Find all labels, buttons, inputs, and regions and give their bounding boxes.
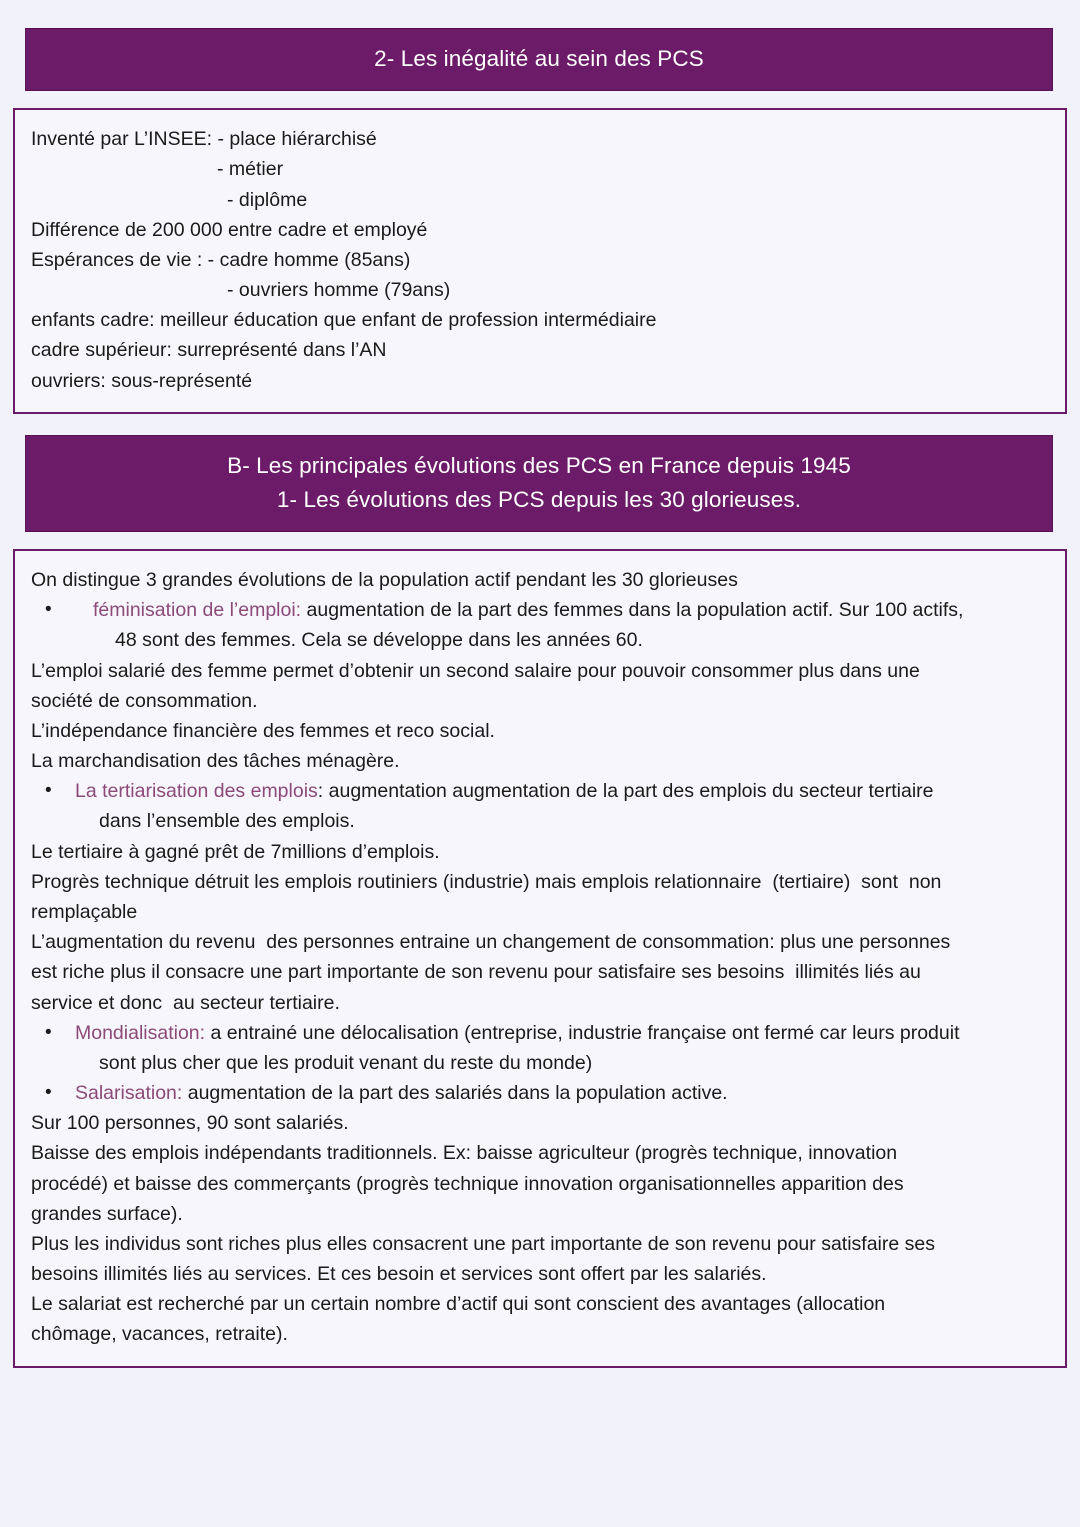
note-line: Baisse des emplois indépendants traditionnels. Ex: baisse agriculteur (progrès technique, innovation: [31, 1142, 898, 1165]
section-banner-2-inegalites: [25, 28, 1053, 91]
banner-line: 2- Les inégalité au sein des PCS: [374, 46, 704, 71]
bullet-marker-icon: •: [45, 1021, 52, 1043]
note-line: enfants cadre: meilleur éducation que enfant de profession intermédiaire: [31, 309, 657, 332]
bullet-marker-icon: •: [45, 780, 52, 802]
bullet-marker-icon: •: [45, 1082, 52, 1104]
list-item-continuation: dans l’ensemble des emplois.: [99, 810, 355, 833]
list-item-rest: augmentation de la part des femmes dans la population actif. Sur 100 actifs,: [301, 599, 964, 622]
note-line: service et donc au secteur tertiaire.: [31, 991, 340, 1014]
list-item-rest: a entrainé une délocalisation (entreprise, industrie française ont fermé car leurs produit: [205, 1021, 960, 1044]
note-line: procédé) et baisse des commerçants (progrès technique innovation organisationnelles apparition des: [31, 1172, 904, 1195]
note-box-evolutions-pcs: [13, 549, 1067, 1367]
list-item-salarisation: [31, 1078, 1049, 1108]
list-item-mondialisation: [31, 1018, 1049, 1078]
list-item-text: [75, 1018, 1049, 1078]
list-item-text: [93, 595, 1049, 655]
note-line: Progrès technique détruit les emplois routiniers (industrie) mais emplois relationnaire (tertiaire) sont non: [31, 870, 942, 893]
note-line: besoins illimités liés au services. Et ces besoin et services sont offert par les salariés.: [31, 1263, 767, 1286]
keyword-term: féminisation de l’emploi:: [93, 599, 302, 622]
note-line: L’emploi salarié des femme permet d’obtenir un second salaire pour pouvoir consommer plus dans une: [31, 659, 920, 682]
list-item-continuation: sont plus cher que les produit venant du reste du monde): [99, 1051, 593, 1074]
bullet-marker-icon: •: [45, 599, 52, 621]
note-line: Le salariat est recherché par un certain nombre d’actif qui sont conscient des avantages (allocation: [31, 1293, 886, 1316]
note-line: La marchandisation des tâches ménagère.: [31, 750, 400, 773]
list-item-text: [75, 776, 1049, 836]
note-line: L’indépendance financière des femmes et reco social.: [31, 719, 495, 742]
keyword-term: La tertiarisation des emplois: [75, 780, 318, 803]
banner-line: 1- Les évolutions des PCS depuis les 30 glorieuses.: [276, 486, 802, 512]
spacer: [0, 532, 1080, 549]
note-line: - ouvriers homme (79ans): [227, 279, 451, 302]
banner-line: B- Les principales évolutions des PCS en France depuis 1945: [227, 452, 851, 478]
list-item-rest: augmentation de la part des salariés dans la population active.: [182, 1082, 728, 1105]
note-line: ouvriers: sous-représenté: [31, 369, 253, 392]
note-line: grandes surface).: [31, 1202, 183, 1225]
note-line: L’augmentation du revenu des personnes entraine un changement de consommation: plus une personnes: [31, 931, 951, 954]
note-box-pcs-inegalites: [13, 108, 1067, 414]
section-banner-b-evolutions: [25, 435, 1053, 532]
note-line: remplaçable: [31, 901, 138, 923]
note-line: Espérances de vie : - cadre homme (85ans): [31, 248, 411, 271]
note-line: - diplôme: [227, 188, 308, 211]
list-item-tertiarisation: [31, 776, 1049, 836]
top-spacer: [0, 0, 1080, 28]
keyword-term: Mondialisation:: [75, 1021, 206, 1044]
note-line: Inventé par L’INSEE: - place hiérarchisé: [31, 128, 377, 151]
note-line: chômage, vacances, retraite).: [31, 1323, 288, 1346]
list-item-rest: : augmentation augmentation de la part des emplois du secteur tertiaire: [317, 780, 934, 803]
keyword-term: Salarisation:: [75, 1082, 183, 1105]
note-line: - métier: [217, 158, 284, 181]
list-item-text: [75, 1078, 1049, 1108]
note-line: est riche plus il consacre une part importante de son revenu pour satisfaire ses besoins illimités liés au: [31, 961, 921, 984]
note-line: Différence de 200 000 entre cadre et employé: [31, 218, 428, 241]
list-item-continuation: 48 sont des femmes. Cela se développe dans les années 60.: [115, 629, 643, 652]
note-line: Le tertiaire à gagné prêt de 7millions d’emplois.: [31, 840, 440, 863]
note-line: On distingue 3 grandes évolutions de la population actif pendant les 30 glorieuses: [31, 569, 738, 592]
note-line: cadre supérieur: surreprésenté dans l’AN: [31, 339, 387, 362]
note-line: Plus les individus sont riches plus elles consacrent une part importante de son revenu pour satisfaire ses: [31, 1232, 935, 1255]
note-line: Sur 100 personnes, 90 sont salariés.: [31, 1112, 349, 1135]
note-line: société de consommation.: [31, 689, 258, 712]
list-item-feminisation: [31, 595, 1049, 655]
spacer: [0, 91, 1080, 108]
spacer: [0, 414, 1080, 435]
